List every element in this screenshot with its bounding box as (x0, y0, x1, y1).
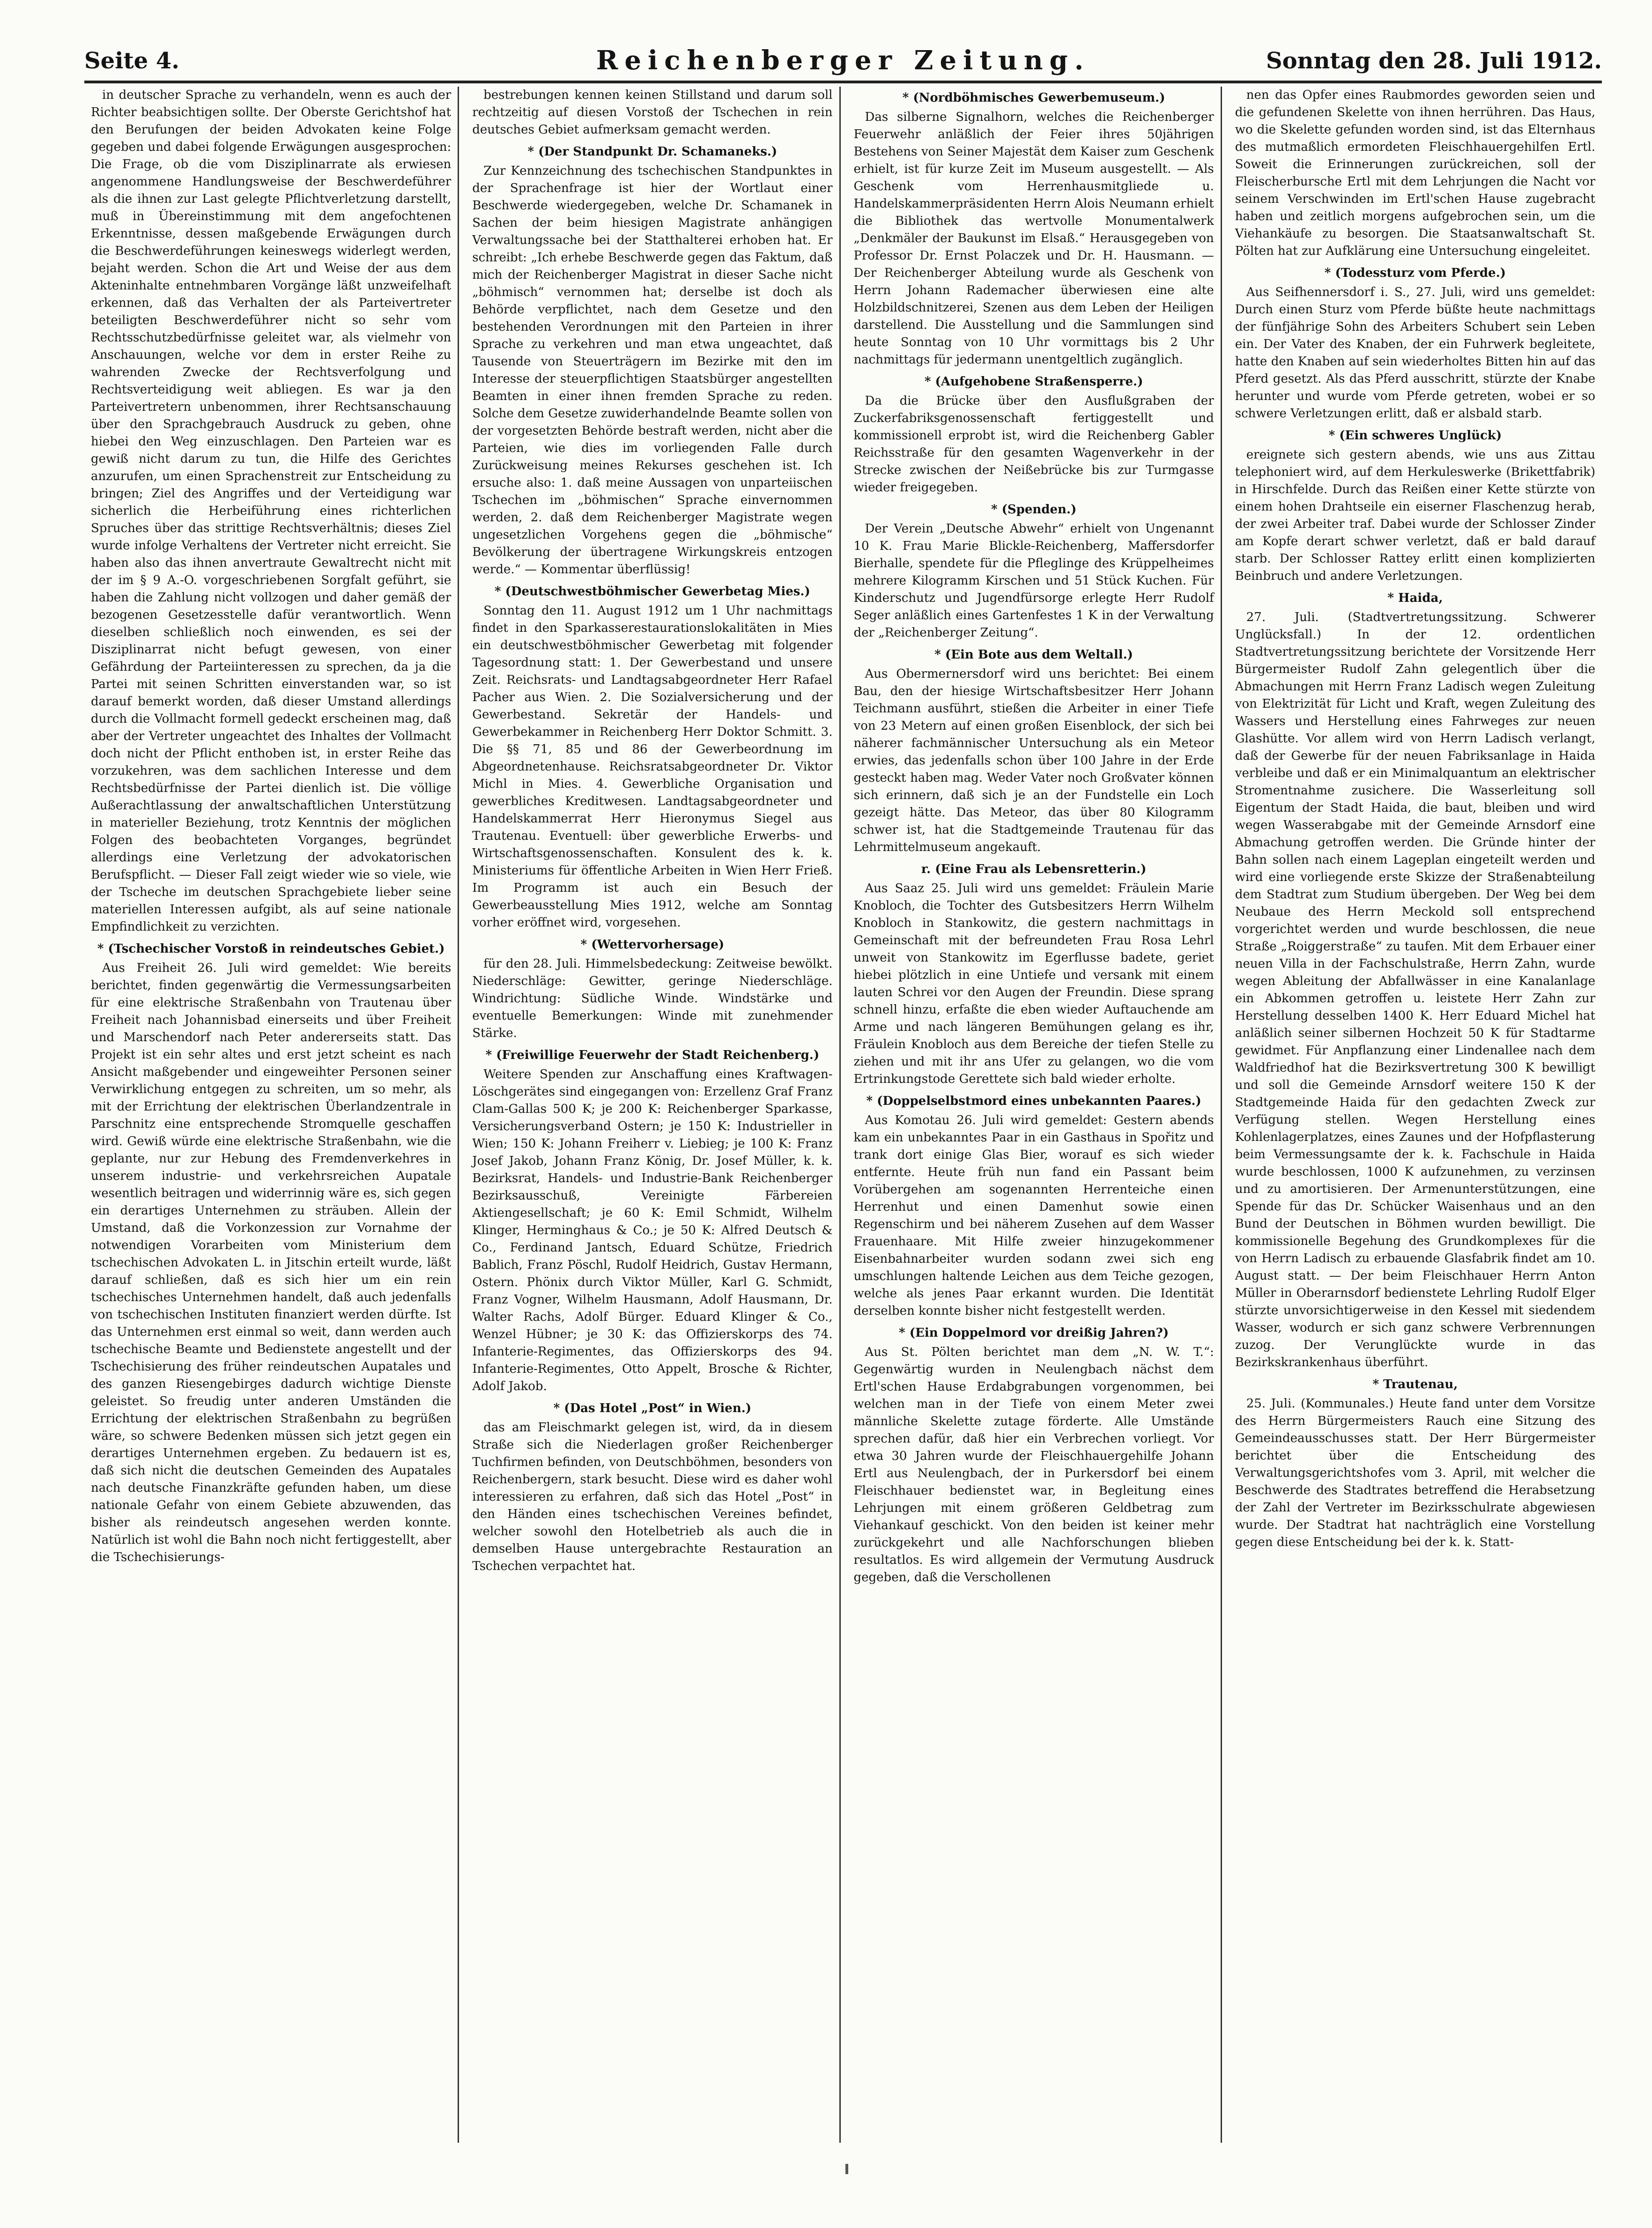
article-heading: * (Tschechischer Vorstoß in reindeutsches Gebiet.) (97, 942, 445, 956)
article (854, 1325, 1214, 1586)
article (472, 936, 832, 1042)
article-heading: * (Spenden.) (991, 503, 1077, 517)
article-heading: * Haida, (1387, 591, 1443, 605)
article-body: ereignete sich gestern abends, wie uns aus Zittau telephoniert wird, auf dem Herkuleswerke (Brikettfabrik) in Hirschfelde. Durch das Reißen einer Kette stürzte von einem hohen Drahtseile ein eiserner Flaschenzug herab, der zwei Arbeiter traf. Dabei wurde der Schlosser Zinder am Kopfe derart schwer verletzt, daß er bald darauf starb. Der Schlosser Rattey erlitt einen komplizierten Beinbruch und andere Verletzungen. (1235, 448, 1595, 583)
article (1235, 87, 1595, 260)
article-body: 27. Juli. (Stadtvertretungssitzung. Schwerer Unglücksfall.) In der 12. ordentlichen Stadtvertretungssitzung berichtete der Vorsitzende Herr Bürgermeister Rudolf Zahn gelegentlich über die Abmachungen mit Herrn Franz Ladisch wegen Zuleitung von Elektrizität für Licht und Kraft, wegen Zuleitung des Wassers und Herstellung eines Fahrweges zur neuen Glashütte. Vor allem wird von Herrn Ladisch verlangt, daß der Gewerbe für der neuen Fabriksanlage in Haida verbleibe und daß er ein Minimalquantum an elektrischer Stromentnahme zusichere. Die Wasserleitung soll Eigentum der Stadt Haida, die baut, bleiben und wird wegen Wasserabgabe mit der Gemeinde Arnsdorf eine Abmachung getroffen werden. Die Gründe hinter der Bahn sollen nach einem Lageplan eingeteilt werden und wird eine vorliegende erste Skizze der Straßenabteilung dem Stadtrat zum Studium übergeben. Der Weg bei dem Neubaue des Herrn Meckold soll entsprechend vorgerichtet werden und wurde beschlossen, die neue Straße „Roiggerstraße“ zu taufen. Mit dem Erbauer einer neuen Villa in der Fachschulstraße, Herrn Zahn, wurde wegen Ableitung der Abfallwässer in eine Kanalanlage ein Abkommen getroffen u. leistete Herr Zahn zur Herstellung desselben 1400 K. Herr Eduard Michel hat anläßlich seiner silbernen Hochzeit 50 K für Stadtarme gewidmet. Für Anpflanzung einer Lindenallee nach dem Waldfriedhof hat die Bezirksvertretung 300 K bewilligt und soll die Gemeinde Arnsdorf weitere 150 K der Stadtgemeinde Haida für den gedachten Zweck zur Verfügung stellen. Wegen Herstellung eines Kohlenlagerplatzes, eines Zaunes und der Hofpflasterung beim Vermessungsamte der k. k. Fachschule in Haida wurde beschlossen, 1000 K aufzunehmen, zu verzinsen und zu amortisieren. Der Armenunterstützungen, eine Spende für das Dr. Schücker Waisenhaus und an den Bund der Deutschen in Böhmen wurden bewilligt. Die kommissionelle Begehung des Grundkomplexes für die von Herrn Ladisch zu erbauende Glasfabrik findet am 10. August statt. — Der beim Fleischhauer Herrn Anton Müller in Oberarnsdorf bedienstete Lehrling Rudolf Elger stürzte unvorsichtigerweise in den Kessel mit siedendem Wasser, wodurch er sich ganz schwere Verbrennungen zuzog. Der Verunglückte wurde in das Bezirkskrankenhaus überführt. (1235, 610, 1595, 1369)
article (854, 1093, 1214, 1320)
article (91, 87, 451, 936)
article (472, 1400, 832, 1575)
article-heading: * (Der Standpunkt Dr. Schamaneks.) (527, 145, 778, 159)
article (472, 143, 832, 578)
article-body: Sonntag den 11. August 1912 um 1 Uhr nachmittags findet in den Sparkasserestaurationslokalitäten in Mies ein deutschwestböhmischer Gewerbetag mit folgender Tagesordnung statt: 1. Der Gewerbestand und unsere Zeit. Reichsrats- und Landtagsabgeordneter Herr Rafael Pacher aus Wien. 2. Die Sozialversicherung und der Gewerbestand. Sekretär der Handels- und Gewerbekammer in Reichenberg Herr Doktor Schmitt. 3. Die §§ 71, 85 und 86 der Gewerbeordnung im Abgeordnetenhause. Reichsratsabgeordneter Dr. Viktor Michl in Mies. 4. Gewerbliche Organisation und gewerbliches Kreditwesen. Landtagsabgeordneter und Handelskammerrat Herr Hieronymus Siegel aus Trautenau. Eventuell: über gewerbliche Erwerbs- und Wirtschaftsgenossenschaften. Konsulent des k. k. Ministeriums für öffentliche Arbeiten in Wien Herr Frieß. Im Programm ist auch ein Besuch der Gewerbeausstellung Mies 1912, welche am Sonntag vorher eröffnet wird, vorgesehen. (472, 604, 833, 930)
article-heading: r. (Eine Frau als Lebensretterin.) (921, 862, 1147, 876)
article-heading: * (Todessturz vom Pferde.) (1324, 266, 1506, 280)
article-heading: * Trautenau, (1372, 1377, 1458, 1392)
article-body: Aus St. Pölten berichtet man dem „N. W. T.“: Gegenwärtig wurden in Neulengbach nächst dem Ertl'schen Hause Erdabgrabungen vorgenommen, bei welchen man in der Tiefe von einem Meter zwei männliche Skelette zutage förderte. Alle Umstände sprechen dafür, daß hier ein Verbrechen vorliegt. Vor etwa 30 Jahren wurde der Fleischhauergehilfe Johann Ertl aus Neulengbach, der in Purkersdorf bei einem Fleischhauer bedienstet war, in Begleitung eines Lehrjungen mit einem größeren Geldbetrag zum Viehankauf geschickt. Von den beiden ist keiner mehr zurückgekehrt und alle Nachforschungen blieben resultatlos. Es wird allgemein der Vermutung Ausdruck gegeben, daß die Verschollenen (853, 1345, 1214, 1584)
article (854, 646, 1214, 856)
article (91, 940, 451, 1566)
article-body: Der Verein „Deutsche Abwehr“ erhielt von Ungenannt 10 K. Frau Marie Blickle-Reichenberg, Maffersdorfer Bierhalle, spendete für die Pfleglinge des Krüppelheimes mehrere Kilogramm Kirschen und 51 Stück Kuchen. Für Kinderschutz und Jugendfürsorge erlegte Herr Rudolf Seger anläßlich eines Gartenfestes 1 K in der Verwaltung der „Reichenberger Zeitung“. (853, 522, 1214, 640)
article-body: Aus Komotau 26. Juli wird gemeldet: Gestern abends kam ein unbekanntes Paar in ein Gasthaus in Spořitz und trank dort einige Glas Bier, worauf es sich wieder entfernte. Heute früh nun fand ein Passant beim Vorübergehen am sogenannten Herrenteiche einen Herrenhut und einen Damenhut sowie einen Regenschirm und bei näherem Zusehen auf dem Wasser Frauenhaare. Mit Hilfe zweier hinzugekommener Eisenbahnarbeiter wurden sodann zwei sich eng umschlungen haltende Leichen aus dem Teiche gezogen, welche als jenes Paar erkannt wurden. Die Identität derselben konnte bisher nicht festgestellt werden. (853, 1113, 1214, 1318)
article (1235, 590, 1595, 1371)
article-body: Aus Saaz 25. Juli wird uns gemeldet: Fräulein Marie Knobloch, die Tochter des Gutsbesitzers Herrn Wilhelm Knobloch in Stankowitz, die gestern nachmittags in Gemeinschaft mit der befreundeten Frau Rosa Lehrl unweit von Stankowitz im Egerflusse badete, geriet hiebei plötzlich in eine Untiefe und versank mit einem lauten Schrei vor den Augen der Freundin. Diese sprang schnell hinzu, erfaßte die eben wieder Auftauchende am Arme und nach längeren Bemühungen gelang es ihr, Fräulein Knobloch aus dem Bereiche der tiefen Stelle zu ziehen und mit ihr ans Ufer zu gelangen, wo die vom Ertrinkungstode Gerettete sich bald wieder erholte. (853, 881, 1214, 1086)
issue-date: Sonntag den 28. Juli 1912. (1266, 48, 1602, 74)
article (854, 861, 1214, 1088)
article (472, 1047, 832, 1395)
article (854, 373, 1214, 496)
page-number: Seite 4. (84, 48, 179, 74)
article-body: Aus Seifhennersdorf i. S., 27. Juli, wird uns gemeldet: Durch einen Sturz vom Pferde büßte heute nachmittags der fünfjährige Sohn des Arbeiters Schubert sein Leben ein. Der Vater des Knaben, der ein Fuhrwerk begleitete, hatte den Knaben auf sein wiederholtes Bitten hin auf das Pferd gesetzt. Als das Pferd ausschritt, stürzte der Knabe herunter und wurde vom Pferde getreten, wobei er so schwere Verletzungen erlitt, daß er alsbald starb. (1235, 285, 1595, 421)
article-heading: * (Ein schweres Unglück) (1328, 429, 1502, 443)
newspaper-title: Reichenberger Zeitung. (596, 45, 1090, 76)
article (1235, 265, 1595, 422)
article-body: 25. Juli. (Kommunales.) Heute fand unter dem Vorsitze des Herrn Bürgermeisters Rauch eine Sitzung des Gemeindeausschusses statt. Der Herr Bürgermeister berichtet über die Entscheidung des Verwaltungsgerichtshofes vom 3. April, mit welcher die Beschwerde des Stadtrates betreffend die Herabsetzung der Zahl der Vertreter im Bezirksschulrate abgewiesen wurde. Der Stadtrat hat nachträglich eine Vorstellung gegen diese Entscheidung bei der k. k. Statt- (1235, 1397, 1595, 1549)
column-4 (1229, 87, 1602, 2143)
article-body: Aus Obermernersdorf wird uns berichtet: Bei einem Bau, den der hiesige Wirtschaftsbesitzer Herr Johann Teichmann ausführt, stießen die Arbeiter in einer Tiefe von 23 Metern auf einen großen Eisenblock, der sich bei näherer fachmännischer Untersuchung als ein Meteor erwies, das jedenfalls schon über 100 Jahre in der Erde gesteckt haben mag. Weder Vater noch Großvater können sich erinnern, daß sich je an der Fundstelle ein Loch gezeigt hätte. Das Meteor, das über 80 Kilogramm schwer ist, hat die Stadtgemeinde Trautenau für das Lehrmittelmuseum angekauft. (853, 667, 1214, 854)
columns (84, 87, 1602, 2143)
article (472, 583, 832, 932)
column-3 (847, 87, 1222, 2143)
article (854, 501, 1214, 642)
article-body: Da die Brücke über den Ausflußgraben der Zuckerfabriksgenossenschaft fertiggestellt und kommissionell erprobt ist, wird die Reichenberg Gabler Reichsstraße für den gesamten Wagenverkehr in der Strecke zwischen der Neißebrücke bis zur Turmgasse wieder freigegeben. (853, 394, 1214, 495)
article-heading: * (Wettervorhersage) (580, 938, 725, 952)
article-heading: * (Aufgehobene Straßensperre.) (924, 375, 1143, 389)
article (1235, 427, 1595, 585)
article (472, 87, 832, 139)
masthead-rule (84, 81, 1602, 83)
article-body: für den 28. Juli. Himmelsbedeckung: Zeitweise bewölkt. Niederschläge: Gewitter, geringe Niederschläge. Windrichtung: Südliche Winde. Windstärke und eventuelle Bemerkungen: Winde mit zunehmender Stärke. (472, 957, 833, 1040)
article-heading: * (Ein Doppelmord vor dreißig Jahren?) (899, 1326, 1169, 1340)
column-2 (466, 87, 840, 2143)
article-body: in deutscher Sprache zu verhandeln, wenn es auch der Richter beabsichtigen sollte. Der Oberste Gerichtshof hat den Berufungen der beiden Advokaten keine Folge gegeben und dabei folgende Erwägungen ausgesprochen: Die Frage, ob die vom Disziplinarrate als erwiesen angenommene Handlungsweise der Beschwerdeführer als die ihnen zur Last gelegte Pflichtverletzung darstellt, muß in Übereinstimmung mit dem angefochtenen Erkenntnisse, dessen maßgebende Erwägungen durch die Beschwerdeführungen keineswegs widerlegt werden, bejaht werden. Schon die Art und Weise der aus dem Akteninhalte entnehmbaren Vorgänge läßt unzweifelhaft erkennen, daß das Verhalten der als Parteivertreter beteiligten Beschwerdeführer nicht so sehr vom Rechtsschutzbedürfnisse geleitet war, als vielmehr von Anschauungen, welche vor dem in erster Reihe zu wahrenden Zwecke der Rechtsverfolgung und Rechtsverteidigung weit abliegen. Es war ja den Parteivertretern unbenommen, ihrer Rechtsanschauung über den Sprachgebrauch Ausdruck zu geben, ohne hiebei den Weg einzuschlagen. Den Parteien war es gewiß nicht darum zu tun, die Hilfe des Gerichtes anzurufen, um einen Sprachenstreit zur Entscheidung zu bringen; Ziel des Angriffes und der Verteidigung war sicherlich die Herbeiführung eines richterlichen Spruches über das strittige Rechtsverhältnis; dieses Ziel wurde infolge Verhaltens der Vertreter nicht erreicht. Sie haben also das ihnen anvertraute Gewaltrecht nicht mit der im § 9 A.-O. vorgeschriebenen Sorgfalt geführt, sie haben die Zahlung nicht vollzogen und daher gemäß der bezogenen Gesetzesstelle dafür verantwortlich. Wenn dieselben schließlich noch einwenden, es sei der Disziplinarrat nicht befugt gewesen, von einer Gefährdung der Parteiinteressen zu sprechen, da ja die Partei mit seinen Schritten einverstanden war, so ist darauf bemerkt worden, daß dieser Umstand allerdings durch die Vollmacht formell gedeckt erscheinen mag, daß aber der Vertreter ungeachtet des Inhaltes der Vollmacht doch nicht der Pflicht enthoben ist, in erster Reihe das vorzukehren, was dem sachlichen Interesse und dem Rechtsbedürfnisse der Partei dienlich ist. Die völlige Außerachtlassung der anwaltschaftlichen Unterstützung in materieller Beziehung, trotz Kenntnis der möglichen Folgen des beobachteten Vorganges, begründet allerdings eine Verletzung der advokatorischen Berufspflicht. — Dieser Fall zeigt wieder wie so viele, wie der Tscheche im deutschen Sprachgebiete lieber seine materiellen Interessen aufgibt, als auf seine nationale Empfindlichkeit zu verzichten. (91, 88, 452, 934)
article-heading: * (Ein Bote aus dem Weltall.) (934, 648, 1133, 662)
article-body: Aus Freiheit 26. Juli wird gemeldet: Wie bereits berichtet, finden gegenwärtig die Vermessungsarbeiten für eine elektrische Straßenbahn von Trautenau über Freiheit nach Johannisbad einerseits und über Freiheit und Marschendorf nach Peter andererseits statt. Das Projekt ist ein sehr altes und erst jetzt scheint es nach Ansicht maßgebender und eingeweihter Personen seiner Verwirklichung entgegen zu schreiten, um so mehr, als mit der Errichtung der elektrischen Überlandzentrale in Parschnitz eine entsprechende Stromquelle geschaffen wird. Gewiß würde eine elektrische Straßenbahn, wie die geplante, nur zur Hebung des Fremdenverkehres in unserem industrie- und verkehrsreichen Aupatale wesentlich beitragen und widerrinnig wäre es, sich gegen ein derartiges Unternehmen zu sträuben. Allein der Umstand, daß die Vorkonzession zur Vornahme der notwendigen Vorarbeiten vom Ministerium dem tschechischen Advokaten L. in Jitschin erteilt wurde, läßt darauf schließen, daß es sich hier um ein rein tschechisches Unternehmen handelt, daß auch jedenfalls von tschechischen Instituten finanziert werden dürfte. Ist das Unternehmen erst einmal so weit, dann werden auch tschechische Beamte und Bedienstete angestellt und der Tschechisierung des früher reindeutschen Aupatales und des ganzen Riesengebirges dadurch wichtige Dienste geleistet. So freudig unter anderen Umständen die Errichtung der elektrischen Straßenbahn zu begrüßen wäre, so schwere Bedenken müssen sich jetzt gegen ein derartiges Unternehmen ergeben. Zu bedauern ist es, daß sich nicht die deutschen Gemeinden des Aupatales nach deutsche Finanzkräfte gefunden haben, um diese nationale Gefahr von einem Gebiete abzuwenden, das bisher als reindeutsch angesehen werden konnte. Natürlich ist wohl die Bahn noch nicht fertiggestellt, aber die Tschechisierungs- (91, 961, 452, 1564)
page-fold-mark (845, 2164, 848, 2174)
article-body: Das silberne Signalhorn, welches die Reichenberger Feuerwehr anläßlich der Feier ihres 50jährigen Bestehens von Seiner Majestät dem Kaiser zum Geschenk erhielt, ist für kurze Zeit im Museum ausgestellt. — Als Geschenk vom Herrenhausmitgliede u. Handelskammerpräsidenten Herrn Alois Neumann erhielt die Bibliothek das wertvolle Monumentalwerk „Denkmäler der Baukunst im Elsaß.“ Herausgegeben von Professor Dr. Ernst Polaczek und Dr. H. Hausmann. — Der Reichenberger Abteilung wurde als Geschenk von Herrn Johann Rademacher überwiesen eine alte Holzbildschnitzerei, Szenen aus dem Leben der Heiligen darstellend. Die Ausstellung und die Sammlungen sind heute Sonntag von 10 Uhr vormittags bis 2 Uhr nachmittags für jedermann unentgeltlich zugänglich. (853, 110, 1214, 367)
article-body: Weitere Spenden zur Anschaffung eines Kraftwagen-Löschgerätes sind eingegangen von: Erzellenz Graf Franz Clam-Gallas 500 K; je 200 K: Reichenberger Sparkasse, Versicherungsverband Ostern; je 150 K: Industrieller in Wien; 150 K: Johann Freiherr v. Liebieg; je 100 K: Franz Josef Jakob, Johann Franz König, Dr. Josef Müller, k. k. Bezirksrat, Handels- und Industrie-Bank Reichenberger Bezirksausschuß, Vereinigte Färbereien Aktiengesellschaft; je 60 K: Emil Schmidt, Wilhelm Klinger, Herminghaus & Co.; je 50 K: Alfred Deutsch & Co., Ferdinand Jantsch, Eduard Schütze, Friedrich Bablich, Franz Pöschl, Rudolf Heidrich, Gustav Hermann, Ostern. Phönix durch Viktor Müller, Karl G. Schmidt, Franz Vogner, Wilhelm Hausmann, Adolf Hausmann, Dr. Walter Rachs, Adolf Bürger. Eduard Klinger & Co., Wenzel Hübner; je 30 K: das Offizierskorps des 74. Infanterie-Regimentes, das Offizierskorps des 94. Infanterie-Regimentes, Otto Appelt, Brosche & Richter, Adolf Jakob. (472, 1067, 833, 1393)
article-body: bestrebungen kennen keinen Stillstand und darum soll rechtzeitig auf diesen Vorstoß der Tschechen in rein deutsches Gebiet aufmerksam gemacht werden. (472, 88, 833, 137)
article-heading: * (Nordböhmisches Gewerbemuseum.) (902, 91, 1165, 105)
article-heading: * (Deutschwestböhmischer Gewerbetag Mies.) (495, 585, 810, 599)
masthead (84, 45, 1602, 82)
column-1 (84, 87, 459, 2143)
article-body: Zur Kennzeichnung des tschechischen Standpunktes in der Sprachenfrage ist hier der Wortlaut einer Beschwerde wiedergegeben, welche Dr. Schamanek in Sachen der beim hiesigen Magistrate anhängigen Verwaltungssache bei der Statthalterei erhoben hat. Er schreibt: „Ich erhebe Beschwerde gegen das Faktum, daß mich der Reichenberger Magistrat in dieser Sache nicht „böhmisch“ vernommen hat; derselbe ist doch als Behörde verpflichtet, nach dem Gesetze und den bestehenden Verordnungen mit den Parteien in ihrer Sprache zu verkehren und man etwa ungeachtet, daß Tausende von Steuerträgern im Bezirke mit den im Interesse der steuerpflichtigen Staatsbürger angestellten Beamten in einer ihnen fremden Sprache zu reden. Solche dem Gesetze zuwiderhandelnde Beamte sollen von der vorgesetzten Behörde bestraft werden, nicht aber die Parteien, wie dies im vorliegenden Falle durch Zurückweisung meines Rekurses geschehen ist. Ich ersuche also: 1. daß meine Aussagen von unparteiischen Tschechen im „böhmischen“ Sprache einvernommen werden, 2. daß dem Reichenberger Magistrate wegen ungesetzlichen Vorgehens gegen die „böhmische“ Bevölkerung der übertragene Wirkungskreis entzogen werde.“ — Kommentar überflüssig! (472, 164, 833, 577)
article-heading: * (Freiwillige Feuerwehr der Stadt Reichenberg.) (485, 1048, 820, 1062)
article-heading: * (Doppelselbstmord eines unbekannten Paares.) (866, 1094, 1201, 1108)
article (854, 89, 1214, 369)
article-heading: * (Das Hotel „Post“ in Wien.) (553, 1401, 752, 1415)
article-body: nen das Opfer eines Raubmordes geworden seien und die gefundenen Skelette von ihnen herrühren. Das Haus, wo die Skelette gefunden worden sind, ist das Elternhaus des mutmaßlich ermordeten Fleischhauergehilfen Ertl. Soweit die Erinnerungen zurückreichen, soll der Fleischerbursche Ertl mit dem Lehrjungen die Nacht vor seinem Verschwinden im Ertl'schen Hause zugebracht haben und zeitlich morgens aufgebrochen sein, um die Viehankäufe zu besorgen. Die Staatsanwaltschaft St. Pölten hat zur Aufklärung eine Untersuchung eingeleitet. (1235, 88, 1595, 258)
article-body: das am Fleischmarkt gelegen ist, wird, da in diesem Straße sich die Niederlagen großer Reichenberger Tuchfirmen befinden, von Deutschböhmen, besonders von Reichenbergern, stark besucht. Diese wird es daher wohl interessieren zu erfahren, daß sich das Hotel „Post“ in den Händen eines tschechischen Vereines befindet, welcher sowohl den Hotelbetrieb als auch die in demselben Hause untergebrachte Restauration an Tschechen verpachtet hat. (472, 1421, 833, 1573)
article (1235, 1376, 1595, 1551)
